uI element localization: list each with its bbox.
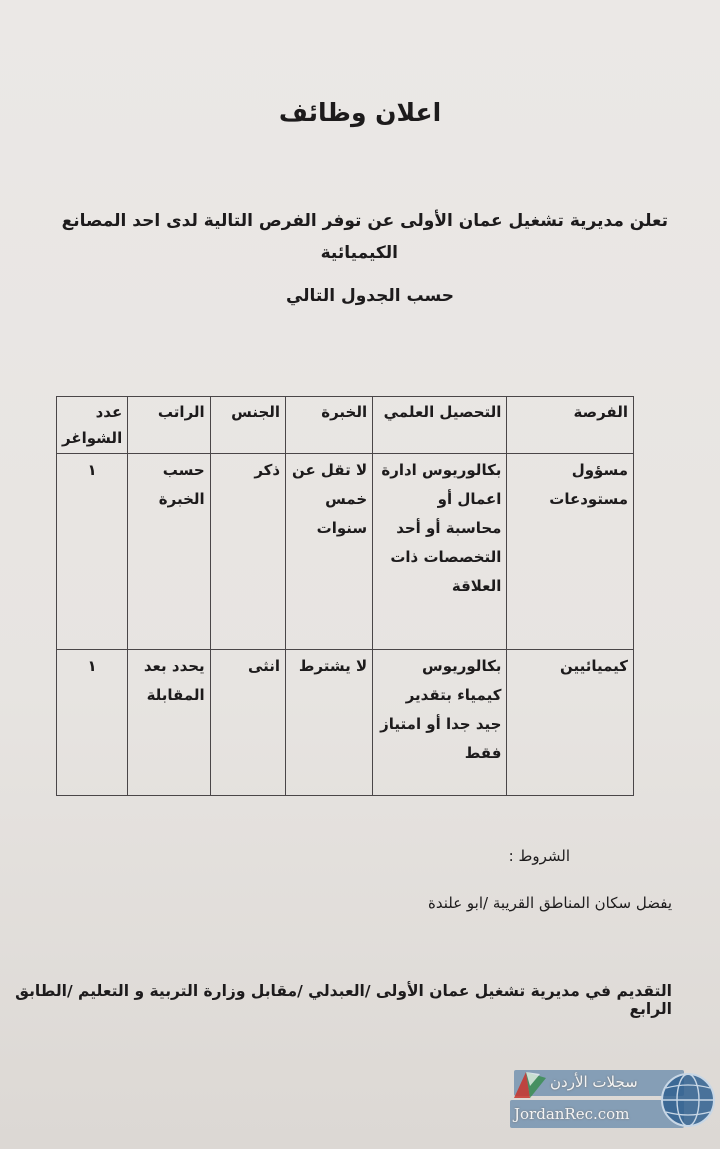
cell-vacancies: ١ bbox=[57, 650, 128, 796]
table-row bbox=[57, 454, 634, 650]
header-salary: الراتب bbox=[128, 397, 210, 454]
header-opportunity: الفرصة bbox=[507, 397, 634, 454]
announcement-intro bbox=[48, 205, 668, 269]
watermark-latin: JordanRec.com bbox=[514, 1105, 630, 1123]
jordan-flag-icon bbox=[510, 1068, 550, 1102]
table-header-row bbox=[57, 397, 634, 454]
table-row bbox=[57, 650, 634, 796]
watermark-arabic: سجلات الأردن bbox=[550, 1073, 638, 1091]
conditions-label: الشروط : bbox=[508, 847, 570, 865]
cell-vacancies: ١ bbox=[57, 454, 128, 650]
cell-experience: لا تقل عن خمس سنوات bbox=[286, 454, 373, 650]
intro-line-1: تعلن مديرية تشغيل عمان الأولى عن توفر الفرص التالية لدى احد المصانع bbox=[61, 211, 668, 231]
header-vacancies: عدد الشواغر bbox=[57, 397, 128, 454]
cell-gender: ذكر bbox=[210, 454, 285, 650]
conditions-text: يفضل سكان المناطق القريبة /ابو علندة bbox=[427, 894, 672, 912]
header-experience: الخبرة bbox=[286, 397, 373, 454]
announcement-title: اعلان وظائف bbox=[278, 98, 442, 127]
cell-salary: حسب الخبرة bbox=[128, 454, 210, 650]
cell-opportunity: كيميائيين bbox=[507, 650, 634, 796]
cell-salary: يحدد بعد المقابلة bbox=[128, 650, 210, 796]
site-watermark bbox=[508, 1066, 716, 1136]
jobs-table bbox=[56, 396, 634, 796]
header-gender: الجنس bbox=[210, 397, 285, 454]
cell-experience: لا يشترط bbox=[286, 650, 373, 796]
intro-subtitle: حسب الجدول التالي bbox=[285, 286, 455, 306]
header-education: التحصيل العلمي bbox=[373, 397, 507, 454]
application-instructions: التقديم في مديرية تشغيل عمان الأولى /العبدلي /مقابل وزارة التربية و التعليم /الطابق الرابع bbox=[15, 982, 672, 1018]
cell-education: بكالوريوس ادارة اعمال أو محاسبة أو أحد التخصصات ذات العلاقة bbox=[373, 454, 507, 650]
cell-gender: انثى bbox=[210, 650, 285, 796]
cell-education: بكالوريوس كيمياء بتقدير جيد جدا أو امتياز فقط bbox=[373, 650, 507, 796]
intro-line-2: الكيميائية bbox=[320, 243, 398, 263]
cell-opportunity: مسؤول مستودعات bbox=[507, 454, 634, 650]
globe-icon bbox=[660, 1066, 716, 1132]
